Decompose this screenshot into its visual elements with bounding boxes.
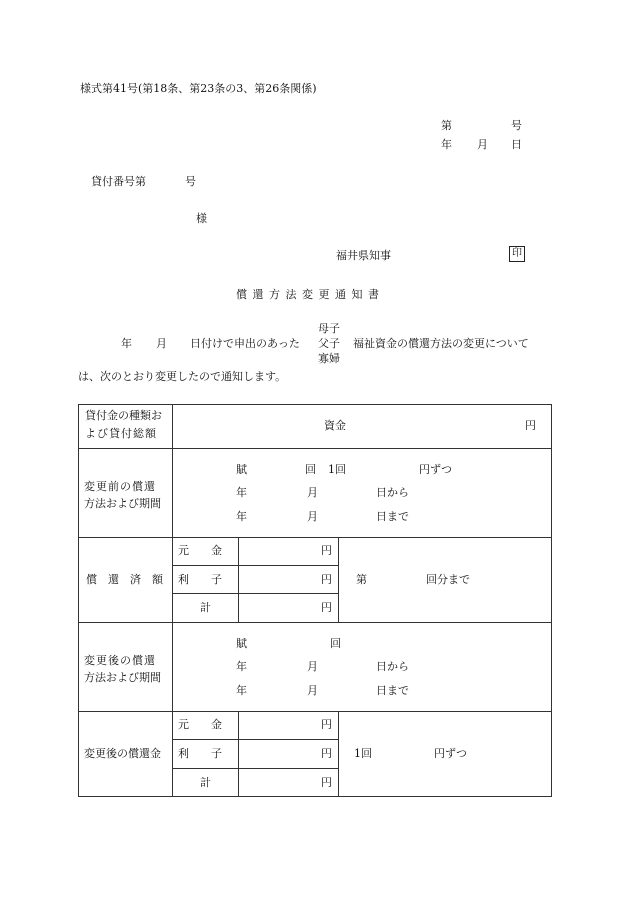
row4-installment-b: 回 [330, 637, 341, 650]
row3-label: 償 還 済 額 [86, 573, 163, 586]
row2-to: 日まで [376, 510, 409, 523]
row3-sub-divider-2 [172, 593, 338, 594]
row2-to-month: 月 [307, 510, 318, 523]
row3-principal: 元 金 [178, 544, 222, 557]
row5-interest: 利 子 [178, 747, 222, 760]
row3-sub-divider-1 [172, 565, 338, 566]
repayment-table [78, 404, 552, 797]
loan-number-prefix: 貸付番号第 [91, 175, 146, 188]
body-month: 月 [156, 337, 167, 350]
doc-number-prefix: 第 [441, 119, 452, 132]
row5-principal: 元 金 [178, 718, 222, 731]
row3-principal-yen: 円 [321, 544, 332, 557]
doc-number-suffix: 号 [511, 119, 522, 132]
row-divider-2 [78, 537, 552, 538]
body-year: 年 [121, 337, 132, 350]
row5-sub-divider-1 [172, 739, 338, 740]
table-border-right [551, 404, 552, 797]
row3-total: 計 [200, 601, 211, 614]
row1-label-line1: 貸付金の種類お [85, 409, 162, 422]
row5-col-divider-b [338, 711, 339, 797]
row2-label-line1: 変更前の償還 [84, 480, 156, 493]
row2-installment-b: 回 [305, 463, 316, 476]
row5-per: 1回 [354, 747, 372, 760]
row5-each: 円ずつ [434, 747, 467, 760]
row1-fund: 資金 [324, 419, 346, 432]
row4-label-line1: 変更後の償還 [84, 654, 156, 667]
row-divider-4 [78, 711, 552, 712]
row5-principal-yen: 円 [321, 718, 332, 731]
option-kafu: 寡婦 [318, 352, 340, 365]
row5-sub-divider-2 [172, 768, 338, 769]
body-date-text: 日付けで申出のあった [190, 337, 300, 350]
row1-yen: 円 [525, 419, 536, 432]
seal-mark: 印 [509, 246, 525, 262]
row4-to-year: 年 [236, 684, 247, 697]
row3-interest: 利 子 [178, 573, 222, 586]
row2-from-year: 年 [236, 486, 247, 499]
row4-to-month: 月 [307, 684, 318, 697]
row4-label-line2: 方法および期間 [84, 671, 161, 684]
form-id: 様式第41号(第18条、第23条の3、第26条関係) [80, 82, 317, 95]
row3-nth-suffix: 回分まで [426, 573, 470, 586]
loan-number-suffix: 号 [185, 175, 196, 188]
row3-nth-prefix: 第 [356, 573, 367, 586]
row3-interest-yen: 円 [321, 573, 332, 586]
row3-col-divider-b [338, 537, 339, 622]
date-year: 年 [441, 138, 452, 151]
row2-label-line2: 方法および期間 [84, 497, 161, 510]
row4-from: 日から [376, 660, 409, 673]
row4-from-month: 月 [307, 660, 318, 673]
table-border-left [78, 404, 79, 797]
table-border-top [78, 404, 552, 405]
row2-from: 日から [376, 486, 409, 499]
row5-total: 計 [200, 776, 211, 789]
row5-label: 変更後の償還金 [84, 747, 161, 760]
row-divider-3 [78, 622, 552, 623]
row3-col-divider-a [238, 537, 239, 622]
table-border-bottom [78, 796, 552, 797]
option-fushi: 父子 [318, 337, 340, 350]
row4-installment-a: 賦 [236, 637, 247, 650]
date-month: 月 [477, 138, 488, 151]
row2-from-month: 月 [307, 486, 318, 499]
row2-installment-c: 1回 [328, 463, 346, 476]
row4-to: 日まで [376, 684, 409, 697]
row2-to-year: 年 [236, 510, 247, 523]
document-title: 償 還 方 法 変 更 通 知 書 [236, 288, 380, 301]
body-fund-text: 福祉資金の償還方法の変更について [353, 337, 529, 350]
row2-installment-a: 賦 [236, 463, 247, 476]
option-boshi: 母子 [318, 322, 340, 335]
issuer-name: 福井県知事 [336, 249, 391, 262]
row3-total-yen: 円 [321, 601, 332, 614]
row5-col-divider-a [238, 711, 239, 797]
addressee-honorific: 様 [196, 212, 207, 225]
row-divider-1 [78, 448, 552, 449]
row1-label-line2: よび貸付総額 [85, 427, 157, 440]
date-day: 日 [511, 138, 522, 151]
row5-interest-yen: 円 [321, 747, 332, 760]
body-line2: は、次のとおり変更したので通知します。 [78, 370, 287, 383]
row5-total-yen: 円 [321, 776, 332, 789]
row2-installment-d: 円ずつ [419, 463, 452, 476]
row4-from-year: 年 [236, 660, 247, 673]
